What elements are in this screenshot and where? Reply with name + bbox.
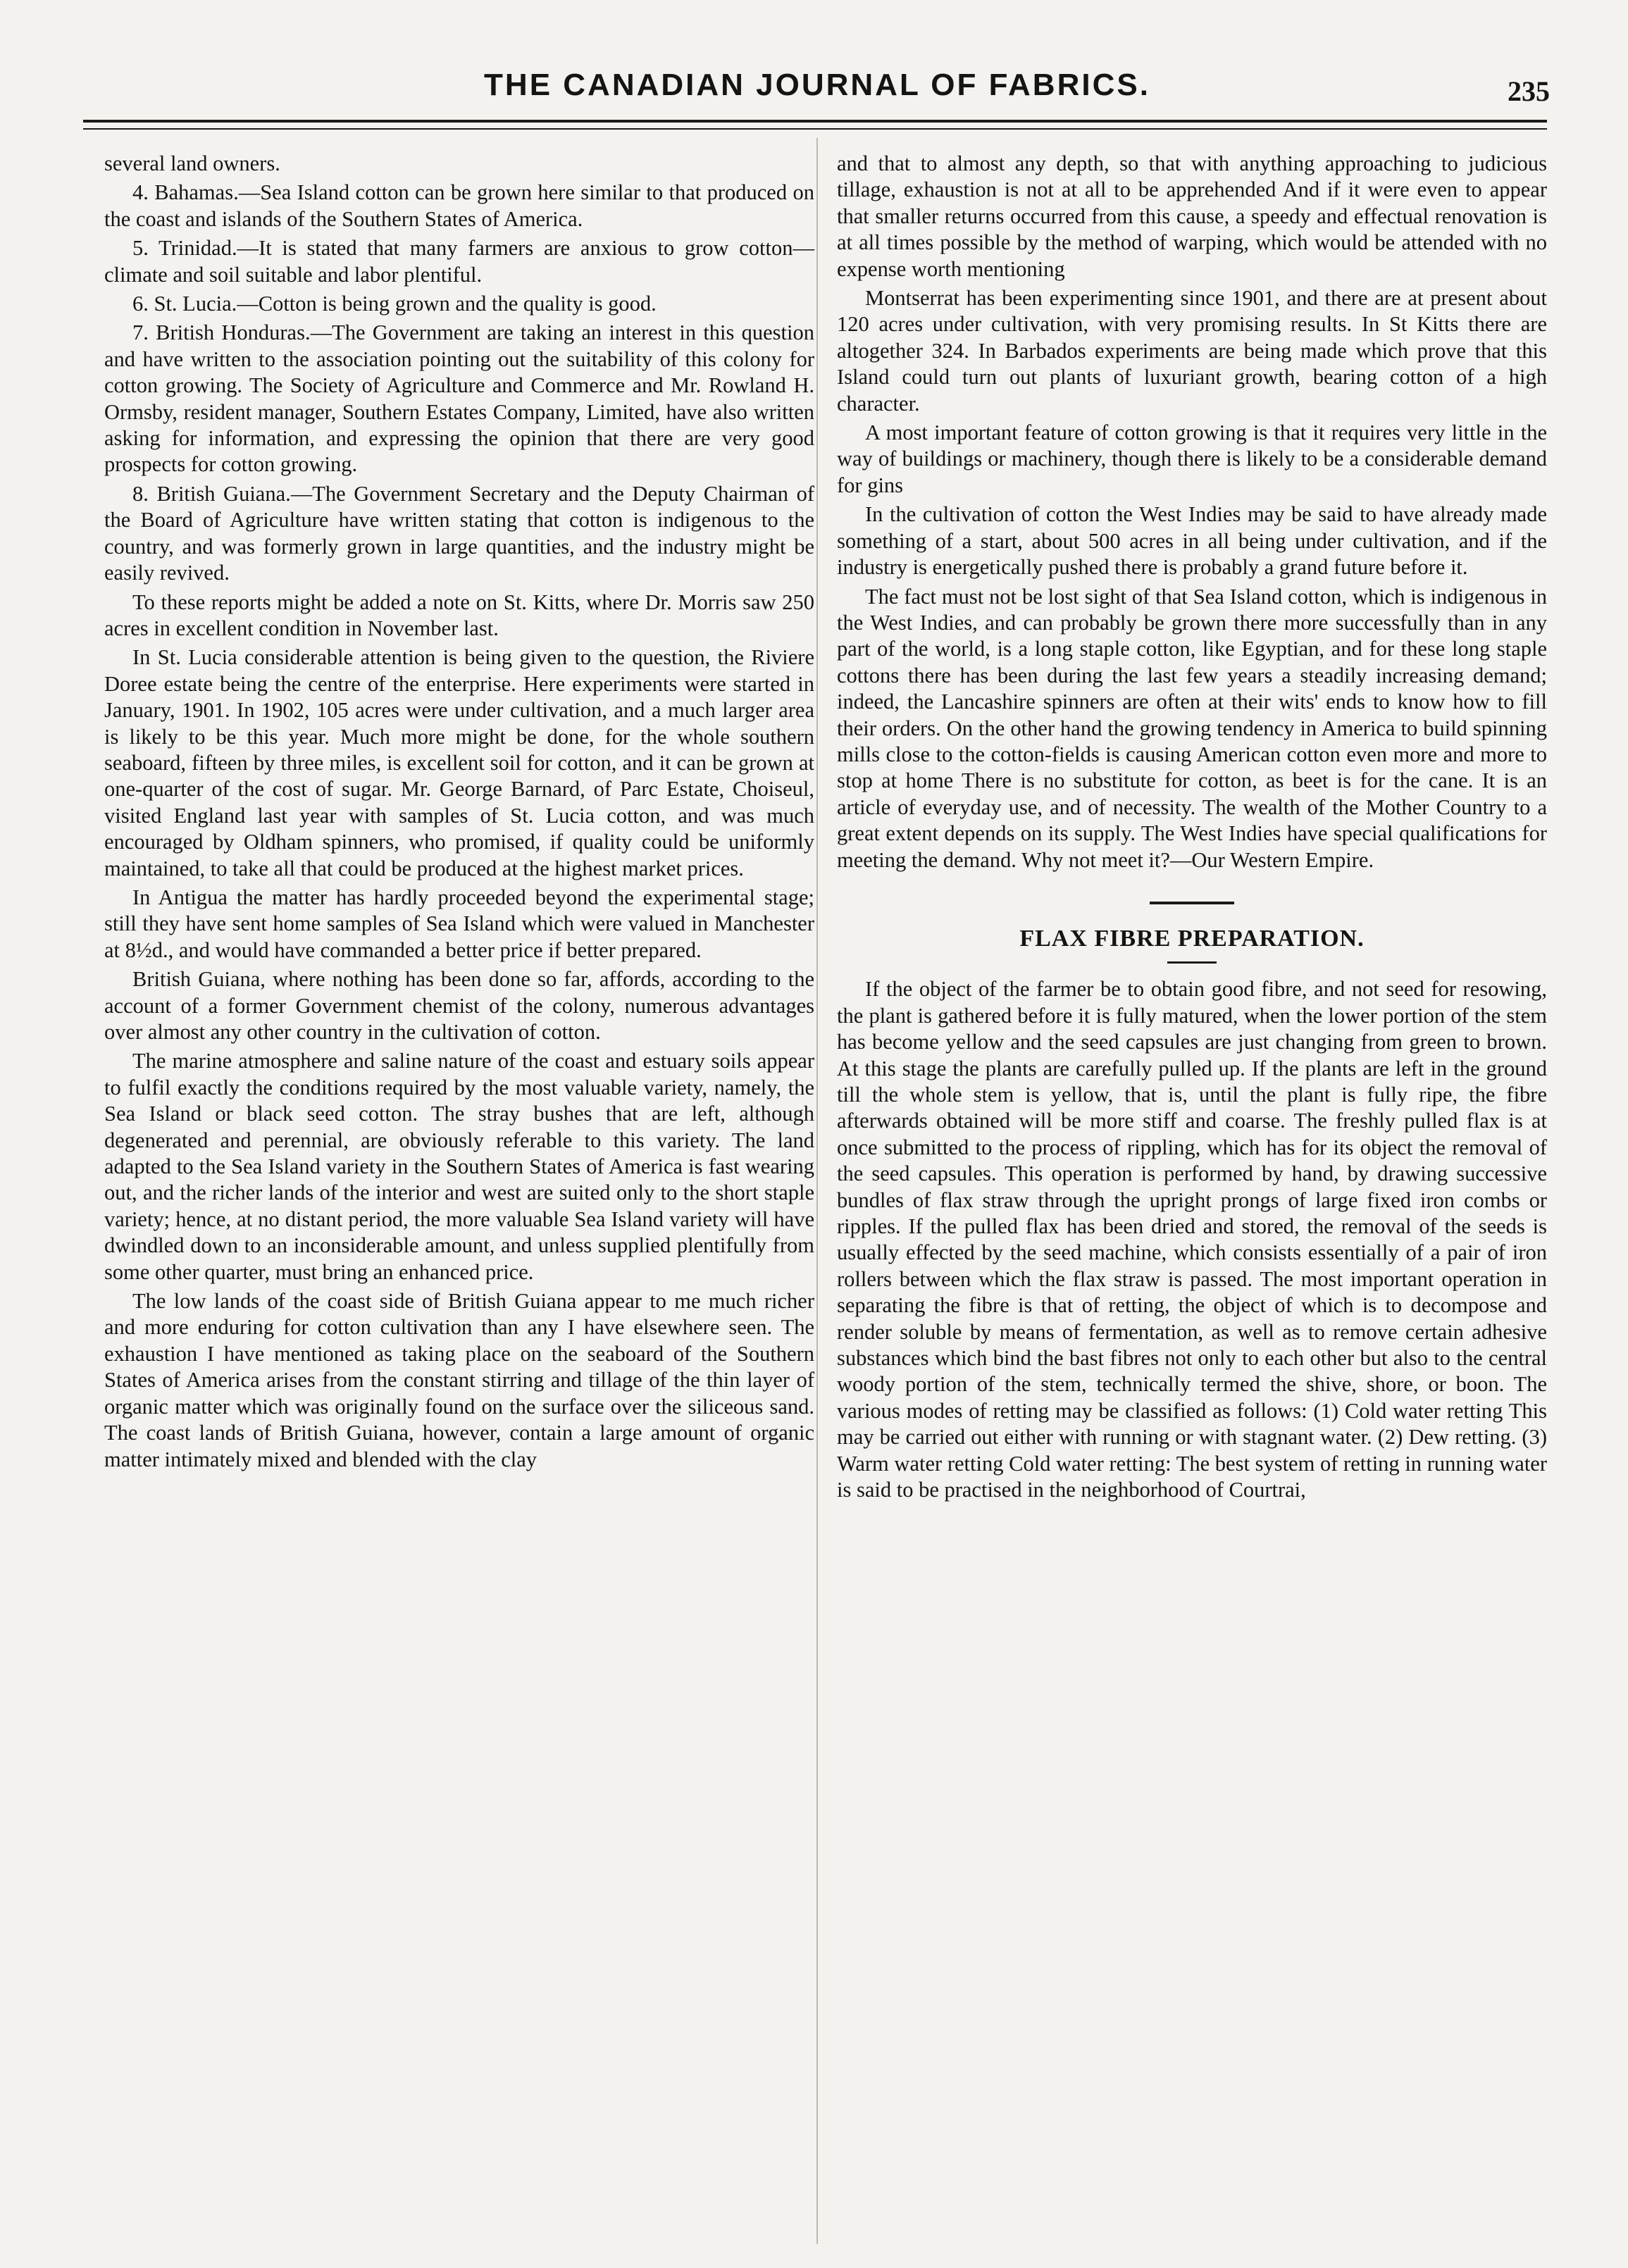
section-title-underline: [1167, 961, 1217, 964]
paragraph: The low lands of the coast side of British Guiana appear to me much richer and more enduring for cotton cultivation than any I have elsewhere seen. The exhaustion I have mentioned as taking place on the seaboard of the Southern States of America arises from the constant stirring and tillage of the thin layer of organic matter which was originally found on the surface over the siliceous sand. The coast lands of British Guiana, however, contain a large amount of organic matter intimately mixed and blended with the clay: [104, 1289, 814, 1471]
paragraph: If the object of the farmer be to obtain good fibre, and not seed for resowing, the plant is gathered before it is fully matured, when the lower portion of the stem has become yellow and the seed capsules are just changing from green to brown. At this stage the plants are carefully pulled up. If the plants are left in the ground till the whole stem is yellow, that is, until the plant is fully ripe, the fibre afterwards obtained will be more stiff and coarse. The freshly pulled flax is at once submitted to the process of rippling, which has for its object the removal of the seed capsules. This operation is performed by hand, by drawing successive bundles of flax straw through the upright prongs of large fixed iron combs or ripples. If the pulled flax has been dried and stored, the removal of the seeds is usually effected by the seed machine, which consists essentially of a pair of iron rollers between which the flax straw is passed. The most important operation in separating the fibre is that of retting, the object of which is to decompose and render soluble by means of fermentation, as well as to remove certain adhesive substances which bind the bast fibres not only to each other but also to the central woody portion of the stem, technically termed the shive, shore, or boon. The various modes of retting may be classified as follows: (1) Cold water retting This may be carried out either with running or with stagnant water. (2) Dew retting. (3) Warm water retting Cold water retting: The best system of retting in running water is said to be practised in the neighborhood of Courtrai,: [837, 977, 1547, 1502]
paragraph: 5. Trinidad.—It is stated that many farmers are anxious to grow cotton—climate and soil suitable and labor plentiful.: [104, 236, 814, 287]
section-divider: [1150, 902, 1234, 904]
column-divider: [816, 138, 818, 2244]
paragraph: Montserrat has been experimenting since 1901, and there are at present about 120 acres under cultivation, with very promising results. In St Kitts there are altogether 324. In Barbados experiments are being made which prove that this Island could turn out plants of luxuriant growth, bearing cotton of a high character.: [837, 286, 1547, 416]
paragraph: The marine atmosphere and saline nature of the coast and estuary soils appear to fulfil exactly the conditions required by the most valuable variety, namely, the Sea Island or black seed cotton. The stray bushes that are left, although degenerated and perennial, are obviously referable to this variety. The land adapted to the Sea Island variety in the Southern States of America is fast wearing out, and the richer lands of the interior and west are suited only to the short staple variety; hence, at no distant period, the more valuable Sea Island variety will have dwindled down to an inconsiderable amount, and unless supplied plentifully from some other quarter, must bring an enhanced price.: [104, 1049, 814, 1284]
paragraph: To these reports might be added a note on St. Kitts, where Dr. Morris saw 250 acres in excellent condition in November last.: [104, 590, 814, 640]
paragraph: A most important feature of cotton growing is that it requires very little in the way of buildings or machinery, though there is likely to be a considerable demand for gins: [837, 420, 1547, 497]
paragraph: 8. British Guiana.—The Government Secretary and the Deputy Chairman of the Board of Agriculture have written stating that cotton is indigenous to the country, and was formerly grown in large quantities, and the industry might be easily revived.: [104, 481, 814, 585]
page-header: [85, 62, 1550, 118]
paragraph: The fact must not be lost sight of that Sea Island cotton, which is indigenous in the West Indies, and can probably be grown there more successfully than in any part of the world, is a long staple cotton, like Egyptian, and for these long staple cottons there has been during the last few years a steadily increasing demand; indeed, the Lancashire spinners are often at their wits' ends to know how to fill their orders. On the other hand the growing tendency in America to build spinning mills close to the cotton-fields is causing American cotton even more and more to stop at home There is no substitute for cotton, as beet is for the cane. It is an article of everyday use, and of necessity. The wealth of the Mother Country to a great extent depends on its supply. The West Indies have special qualifications for meeting the demand. Why not meet it?—Our Western Empire.: [837, 584, 1547, 872]
paragraph: and that to almost any depth, so that with anything approaching to judicious tillage, exhaustion is not at all to be apprehended And if it were even to appear that smaller returns occurred from this cause, a speedy and effectual renovation is at all times possible by the method of warping, which would be attended with no expense worth mentioning: [837, 151, 1547, 281]
page-number: 235: [1508, 75, 1550, 107]
paragraph: In Antigua the matter has hardly proceeded beyond the experimental stage; still they have sent home samples of Sea Island which were valued in Manchester at 8½d., and would have commanded a better price if better prepared.: [104, 885, 814, 962]
paragraph: 4. Bahamas.—Sea Island cotton can be grown here similar to that produced on the coast and islands of the Southern States of America.: [104, 180, 814, 231]
paragraph: In the cultivation of cotton the West Indies may be said to have already made something of a start, about 500 acres in all being under cultivation, and if the industry is energetically pushed there is probably a grand future before it.: [837, 502, 1547, 580]
left-column: [104, 151, 814, 1476]
header-rule-thick: [83, 120, 1547, 123]
paragraph: British Guiana, where nothing has been done so far, affords, according to the account of a former Government chemist of the colony, numerous advantages over almost any other country in the cultivation of cotton.: [104, 967, 814, 1044]
right-column: [837, 151, 1547, 1507]
journal-title: THE CANADIAN JOURNAL OF FABRICS.: [484, 68, 1150, 102]
paragraph: several land owners.: [104, 151, 280, 175]
header-rule-thin: [83, 128, 1547, 130]
paragraph: 6. St. Lucia.—Cotton is being grown and the quality is good.: [132, 292, 657, 316]
paragraph: 7. British Honduras.—The Government are taking an interest in this question and have written to the association pointing out the suitability of this colony for cotton growing. The Society of Agriculture and Commerce and Mr. Rowland H. Ormsby, resident manager, Southern Estates Company, Limited, have also written asking for information, and expressing the opinion that there are very good prospects for cotton growing.: [104, 320, 814, 477]
paragraph: In St. Lucia considerable attention is being given to the question, the Riviere Doree estate being the centre of the enterprise. Here experiments were started in January, 1901. In 1902, 105 acres were under cultivation, and a much larger area is likely to be this year. Much more might be done, for the whole southern seaboard, fifteen by three miles, is excellent soil for cotton, and it can be grown at one-quarter of the cost of sugar. Mr. George Barnard, of Parc Estate, Choiseul, visited England last year with samples of St. Lucia cotton, and was much encouraged by Oldham spinners, who promised, if quality could be uniformly maintained, to take all that could be produced at the highest market prices.: [104, 645, 814, 880]
section-title: FLAX FIBRE PREPARATION.: [1019, 925, 1365, 952]
